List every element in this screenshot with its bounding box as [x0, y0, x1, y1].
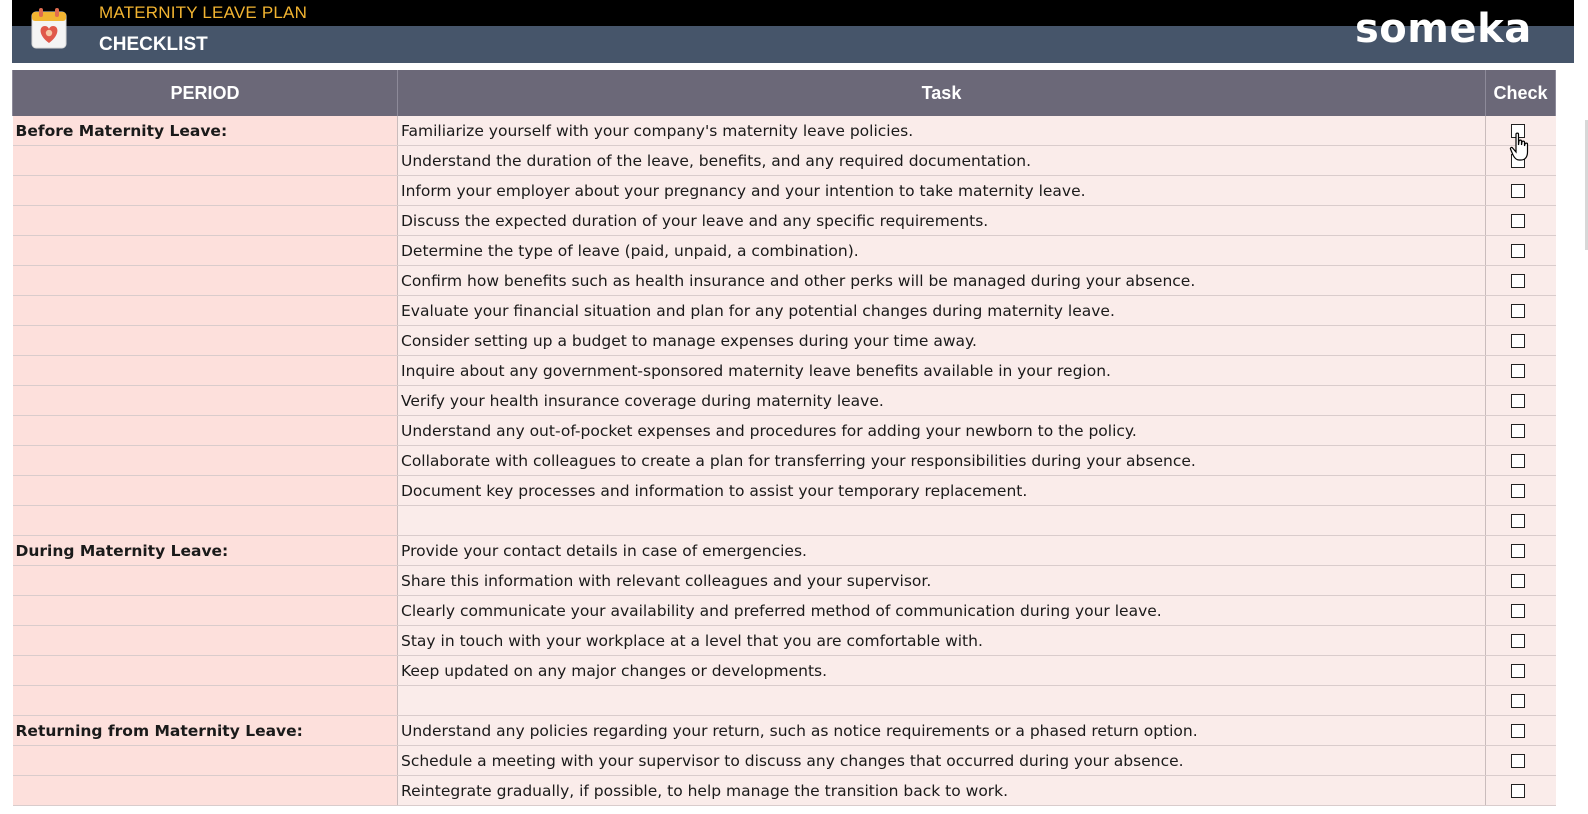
table-row: [13, 626, 1556, 656]
period-cell: [13, 296, 398, 326]
table-row: [13, 506, 1556, 536]
task-cell: Familiarize yourself with your company's maternity leave policies.: [398, 116, 1486, 146]
check-cell: [1486, 716, 1556, 746]
task-checkbox[interactable]: [1511, 304, 1525, 318]
check-cell: [1486, 596, 1556, 626]
task-cell: Document key processes and information to assist your temporary replacement.: [398, 476, 1486, 506]
check-cell: [1486, 356, 1556, 386]
table-row: [13, 296, 1556, 326]
period-cell: [13, 746, 398, 776]
check-cell: [1486, 296, 1556, 326]
check-cell: [1486, 446, 1556, 476]
calendar-heart-icon: [30, 6, 68, 50]
task-checkbox[interactable]: [1511, 574, 1525, 588]
table-row: [13, 566, 1556, 596]
task-cell: Evaluate your financial situation and plan for any potential changes during maternity leave.: [398, 296, 1486, 326]
task-checkbox[interactable]: [1511, 514, 1525, 528]
task-cell: Determine the type of leave (paid, unpaid, a combination).: [398, 236, 1486, 266]
check-cell: [1486, 566, 1556, 596]
task-checkbox[interactable]: [1511, 544, 1525, 558]
column-header-task: Task: [398, 70, 1486, 116]
task-checkbox[interactable]: [1511, 364, 1525, 378]
task-cell: Confirm how benefits such as health insurance and other perks will be managed during your absence.: [398, 266, 1486, 296]
task-cell: Understand any policies regarding your return, such as notice requirements or a phased return option.: [398, 716, 1486, 746]
task-cell: Reintegrate gradually, if possible, to help manage the transition back to work.: [398, 776, 1486, 806]
period-cell: [13, 146, 398, 176]
task-checkbox[interactable]: [1511, 154, 1525, 168]
task-checkbox[interactable]: [1511, 244, 1525, 258]
period-cell: [13, 326, 398, 356]
page-title: CHECKLIST: [99, 34, 208, 55]
period-cell: [13, 596, 398, 626]
task-checkbox[interactable]: [1511, 334, 1525, 348]
table-row: [13, 716, 1556, 746]
check-cell: [1486, 416, 1556, 446]
task-checkbox[interactable]: [1511, 184, 1525, 198]
period-cell: [13, 626, 398, 656]
table-row: [13, 686, 1556, 716]
check-cell: [1486, 116, 1556, 146]
check-cell: [1486, 536, 1556, 566]
task-cell: Inform your employer about your pregnancy and your intention to take maternity leave.: [398, 176, 1486, 206]
period-cell: [13, 506, 398, 536]
task-checkbox[interactable]: [1511, 424, 1525, 438]
table-row: [13, 416, 1556, 446]
period-cell: Returning from Maternity Leave:: [13, 716, 398, 746]
table-row: [13, 116, 1556, 146]
task-checkbox[interactable]: [1511, 124, 1525, 138]
period-cell: Before Maternity Leave:: [13, 116, 398, 146]
check-cell: [1486, 176, 1556, 206]
period-cell: [13, 356, 398, 386]
table-row: [13, 776, 1556, 806]
checklist-table: [12, 70, 1556, 806]
period-cell: [13, 566, 398, 596]
check-cell: [1486, 476, 1556, 506]
task-checkbox[interactable]: [1511, 664, 1525, 678]
table-row: [13, 596, 1556, 626]
table-row: [13, 236, 1556, 266]
task-checkbox[interactable]: [1511, 214, 1525, 228]
table-header-row: [13, 70, 1556, 116]
task-cell: Clearly communicate your availability and preferred method of communication during your leave.: [398, 596, 1486, 626]
table-row: [13, 746, 1556, 776]
period-cell: [13, 236, 398, 266]
task-checkbox[interactable]: [1511, 634, 1525, 648]
task-checkbox[interactable]: [1511, 694, 1525, 708]
check-cell: [1486, 656, 1556, 686]
task-checkbox[interactable]: [1511, 454, 1525, 468]
period-cell: [13, 656, 398, 686]
task-checkbox[interactable]: [1511, 784, 1525, 798]
table-row: [13, 476, 1556, 506]
table-row: [13, 446, 1556, 476]
column-header-period: PERIOD: [13, 70, 398, 116]
table-row: [13, 206, 1556, 236]
task-cell: Understand the duration of the leave, benefits, and any required documentation.: [398, 146, 1486, 176]
period-cell: During Maternity Leave:: [13, 536, 398, 566]
column-header-check: Check: [1486, 70, 1556, 116]
app-title: MATERNITY LEAVE PLAN: [99, 3, 308, 22]
table-row: [13, 176, 1556, 206]
check-cell: [1486, 146, 1556, 176]
table-row: [13, 326, 1556, 356]
period-cell: [13, 386, 398, 416]
period-cell: [13, 266, 398, 296]
task-checkbox[interactable]: [1511, 604, 1525, 618]
task-cell: Inquire about any government-sponsored maternity leave benefits available in your region.: [398, 356, 1486, 386]
task-cell: Understand any out-of-pocket expenses and procedures for adding your newborn to the policy.: [398, 416, 1486, 446]
check-cell: [1486, 206, 1556, 236]
task-checkbox[interactable]: [1511, 484, 1525, 498]
task-cell: Provide your contact details in case of emergencies.: [398, 536, 1486, 566]
task-cell: Keep updated on any major changes or developments.: [398, 656, 1486, 686]
table-row: [13, 386, 1556, 416]
table-row: [13, 656, 1556, 686]
task-cell: Schedule a meeting with your supervisor to discuss any changes that occurred during your absence.: [398, 746, 1486, 776]
table-row: [13, 356, 1556, 386]
check-cell: [1486, 386, 1556, 416]
period-cell: [13, 176, 398, 206]
check-cell: [1486, 686, 1556, 716]
task-cell: [398, 686, 1486, 716]
period-cell: [13, 446, 398, 476]
check-cell: [1486, 266, 1556, 296]
check-cell: [1486, 326, 1556, 356]
table-row: [13, 146, 1556, 176]
task-checkbox[interactable]: [1511, 274, 1525, 288]
task-cell: Consider setting up a budget to manage expenses during your time away.: [398, 326, 1486, 356]
task-checkbox[interactable]: [1511, 394, 1525, 408]
period-cell: [13, 476, 398, 506]
header-bar: [12, 0, 1574, 63]
period-cell: [13, 776, 398, 806]
task-cell: Share this information with relevant colleagues and your supervisor.: [398, 566, 1486, 596]
period-cell: [13, 416, 398, 446]
table-row: [13, 266, 1556, 296]
period-cell: [13, 686, 398, 716]
task-checkbox[interactable]: [1511, 724, 1525, 738]
task-checkbox[interactable]: [1511, 754, 1525, 768]
task-cell: Stay in touch with your workplace at a level that you are comfortable with.: [398, 626, 1486, 656]
brand-logo[interactable]: someka: [1355, 6, 1532, 52]
check-cell: [1486, 506, 1556, 536]
task-cell: Collaborate with colleagues to create a plan for transferring your responsibilities during your absence.: [398, 446, 1486, 476]
period-cell: [13, 206, 398, 236]
table-row: [13, 536, 1556, 566]
task-cell: Verify your health insurance coverage during maternity leave.: [398, 386, 1486, 416]
task-cell: [398, 506, 1486, 536]
check-cell: [1486, 746, 1556, 776]
check-cell: [1486, 776, 1556, 806]
check-cell: [1486, 236, 1556, 266]
task-cell: Discuss the expected duration of your leave and any specific requirements.: [398, 206, 1486, 236]
check-cell: [1486, 626, 1556, 656]
